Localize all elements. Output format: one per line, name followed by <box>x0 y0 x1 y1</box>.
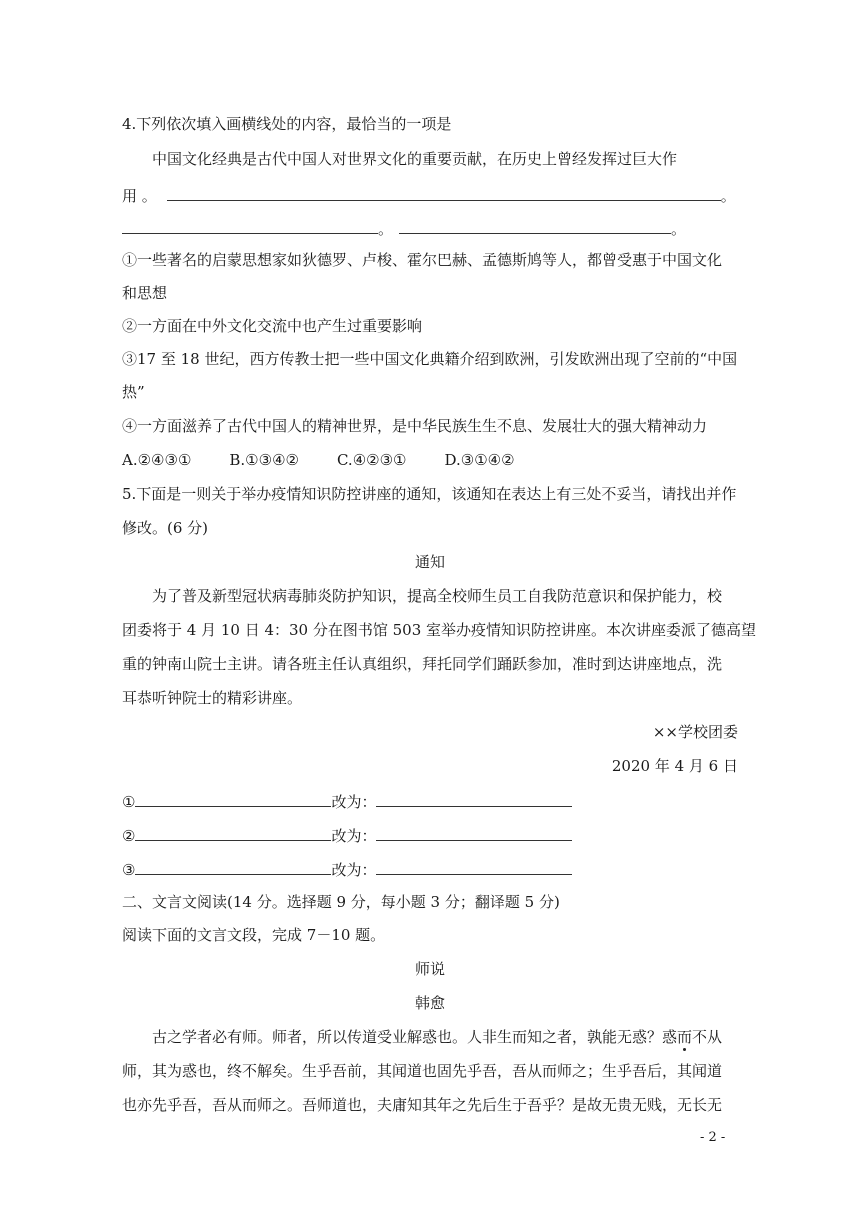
q4-passage-line1: 中国文化经典是古代中国人对世界文化的重要贡献，在历史上曾经发挥过巨大作 <box>152 150 678 168</box>
essay-line1-part1: 古之学者必有师。师者，所以传道受业解惑也。人非生而知之者，孰能无惑？惑 <box>152 1028 678 1046</box>
q4-item4: ④一方面滋养了古代中国人的精神世界，是中华民族生生不息、发展壮大的强大精神动力 <box>122 417 708 435</box>
answer-row-3 <box>122 858 572 880</box>
notice-line4: 耳恭听钟院士的精彩讲座。 <box>122 689 303 707</box>
notice-title: 通知 <box>414 553 445 571</box>
q4-passage-cont: 用 。 <box>122 187 157 205</box>
q5-stem-a: 5.下面是一则关于举办疫情知识防控讲座的通知，该通知在表达上有三处不妥当，请找出并作 <box>122 485 737 503</box>
q4-item1-b: 和思想 <box>122 284 168 302</box>
notice-signature: ××学校团委 <box>652 723 738 741</box>
q4-blank-3 <box>399 217 671 234</box>
essay-line1 <box>152 1027 722 1047</box>
q4-option-c: C.④②③① <box>336 451 407 469</box>
notice-date: 2020 年 4 月 6 日 <box>611 757 738 775</box>
emphasis-dot-char: 而 <box>677 1028 693 1046</box>
answer-blank-revised[interactable] <box>376 790 572 807</box>
answer-blank-original[interactable] <box>135 824 331 841</box>
answer-row-label: 改为： <box>331 861 377 879</box>
essay-line2: 师，其为惑也，终不解矣。生乎吾前，其闻道也固先乎吾，吾从而师之；生乎吾后，其闻道 <box>122 1062 723 1080</box>
q4-option-a: A.②④③① <box>122 451 192 469</box>
essay-line3: 也亦先乎吾，吾从而师之。吾师道也，夫庸知其年之先后生于吾乎？是故无贵无贱，无长无 <box>122 1096 723 1114</box>
q4-stem: 4.下列依次填入画横线处的内容，最恰当的一项是 <box>122 115 452 133</box>
page-number: - 2 - <box>700 1130 726 1145</box>
answer-row-label: 改为： <box>331 793 377 811</box>
q4-item3-b: 热” <box>122 383 145 401</box>
q4-period: 。 <box>671 220 687 238</box>
q4-period: 。 <box>720 187 736 205</box>
section2-heading: 二、文言文阅读(14 分。选择题 9 分，每小题 3 分；翻译题 5 分) <box>122 893 560 911</box>
essay-author: 韩愈 <box>414 994 445 1012</box>
answer-blank-revised[interactable] <box>376 824 572 841</box>
answer-blank-original[interactable] <box>135 790 331 807</box>
q4-option-b: B.①③④② <box>229 451 299 469</box>
q4-item1-a: ①一些著名的启蒙思想家如狄德罗、卢梭、霍尔巴赫、孟德斯鸠等人，都曾受惠于中国文化 <box>122 251 723 269</box>
answer-row-2 <box>122 824 572 846</box>
q4-passage-line2 <box>122 184 736 206</box>
notice-line3: 重的钟南山院士主讲。请各班主任认真组织，拜托同学们踊跃参加，准时到达讲座地点，洗 <box>122 655 723 673</box>
answer-row-label: 改为： <box>331 827 377 845</box>
notice-line1: 为了普及新型冠状病毒肺炎防护知识，提高全校师生员工自我防范意识和保护能力，校 <box>152 587 723 605</box>
essay-line1-part2: 不从 <box>692 1028 723 1046</box>
q4-options <box>122 450 553 470</box>
q4-blanks-line3 <box>122 217 686 239</box>
q4-period: 。 <box>378 220 394 238</box>
answer-blank-original[interactable] <box>135 858 331 875</box>
answer-row-number: ① <box>122 793 136 811</box>
q4-item2: ②一方面在中外文化交流中也产生过重要影响 <box>122 317 423 335</box>
answer-row-1 <box>122 790 572 812</box>
answer-blank-revised[interactable] <box>376 858 572 875</box>
essay-title: 师说 <box>414 960 445 978</box>
notice-line2: 团委将于 4 月 10 日 4：30 分在图书馆 503 室举办疫情知识防控讲座。本次讲座委派了德高望 <box>122 621 757 639</box>
answer-row-number: ② <box>122 827 136 845</box>
q4-option-d: D.③①④② <box>444 451 515 469</box>
q5-stem-b: 修改。(6 分) <box>122 519 209 537</box>
q4-blank-1 <box>167 184 721 201</box>
section2-instruction: 阅读下面的文言文段，完成 7－10 题。 <box>122 926 386 944</box>
q4-item3-a: ③17 至 18 世纪，西方传教士把一些中国文化典籍介绍到欧洲，引发欧洲出现了空前的“中国 <box>122 350 738 368</box>
q4-blank-2 <box>122 217 378 234</box>
answer-row-number: ③ <box>122 861 136 879</box>
